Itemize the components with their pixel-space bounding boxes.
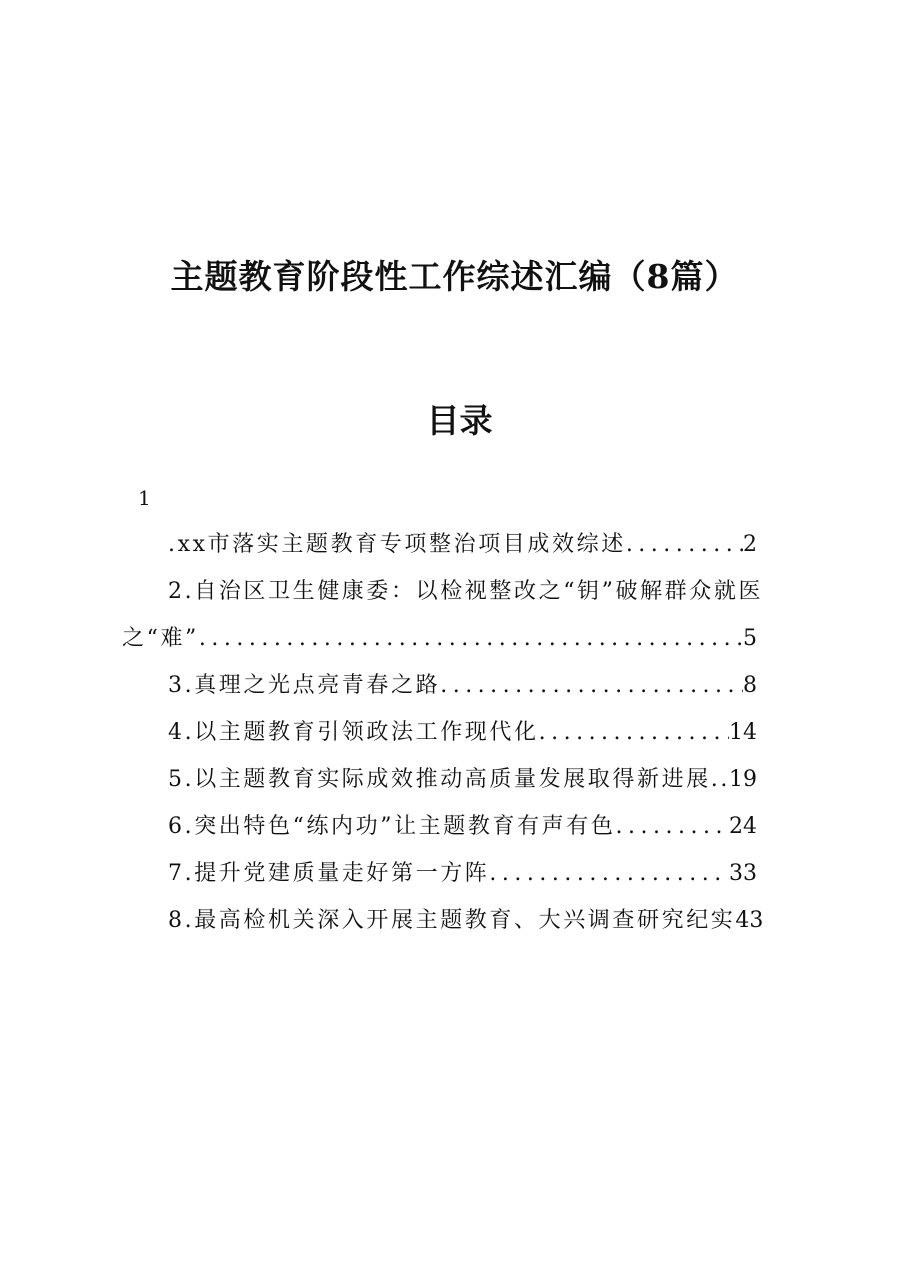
toc-entry-page: 43 xyxy=(735,908,764,933)
toc-entry-title: 3.真理之光点亮青春之路 xyxy=(168,673,441,698)
page-marker: 1 xyxy=(138,486,151,510)
toc-leader-dots xyxy=(440,671,743,701)
toc-entry-page: 14 xyxy=(729,720,757,745)
document-title: 主题教育阶段性工作综述汇编（8篇） xyxy=(170,257,739,296)
toc-entry-6[interactable] xyxy=(168,812,757,842)
toc-entry-3[interactable] xyxy=(168,671,757,701)
toc-entry-page: 5 xyxy=(743,626,757,651)
toc-entry-8[interactable] xyxy=(168,906,764,936)
toc-heading: 目录 xyxy=(426,401,493,440)
toc-entry-5[interactable] xyxy=(168,765,757,795)
toc-entry-page: 8 xyxy=(743,673,757,698)
toc-entry-title: 8.最高检机关深入开展主题教育、大兴调查研究纪实 xyxy=(168,908,736,933)
toc-leader-dots xyxy=(616,812,730,842)
toc-entry-title: 2.自治区卫生健康委：以检视整改之“钥”破解群众就医 xyxy=(168,579,764,604)
toc-entry-title: .xx市落实主题教育专项整治项目成效综述 xyxy=(168,532,626,557)
toc-entry-page: 19 xyxy=(729,767,757,792)
toc-entry-page: 33 xyxy=(729,861,757,886)
toc-entry-title: 4.以主题教育引领政法工作现代化 xyxy=(168,720,539,745)
toc-entry-title: 7.提升党建质量走好第一方阵 xyxy=(168,861,490,886)
toc-entry-page: 24 xyxy=(729,814,757,839)
toc-entry-7[interactable] xyxy=(168,859,757,889)
toc-entry-2-continuation[interactable] xyxy=(122,624,757,654)
toc-entry-title-continuation: 之“难” xyxy=(122,626,199,651)
toc-entry-1[interactable] xyxy=(168,530,757,560)
toc-leader-dots xyxy=(489,859,729,889)
toc-entry-title: 5.以主题教育实际成效推动高质量发展取得新进展. xyxy=(168,767,721,792)
toc-leader-dots xyxy=(539,718,729,748)
toc-entry-4[interactable] xyxy=(168,718,757,748)
toc-entry-page: 2 xyxy=(743,532,757,557)
toc-entry-2[interactable] xyxy=(168,577,799,607)
toc-leader-dots xyxy=(199,624,743,654)
toc-leader-dots xyxy=(720,765,729,795)
toc-leader-dots xyxy=(626,530,743,560)
toc-entry-title: 6.突出特色“练内功”让主题教育有声有色 xyxy=(168,814,616,839)
